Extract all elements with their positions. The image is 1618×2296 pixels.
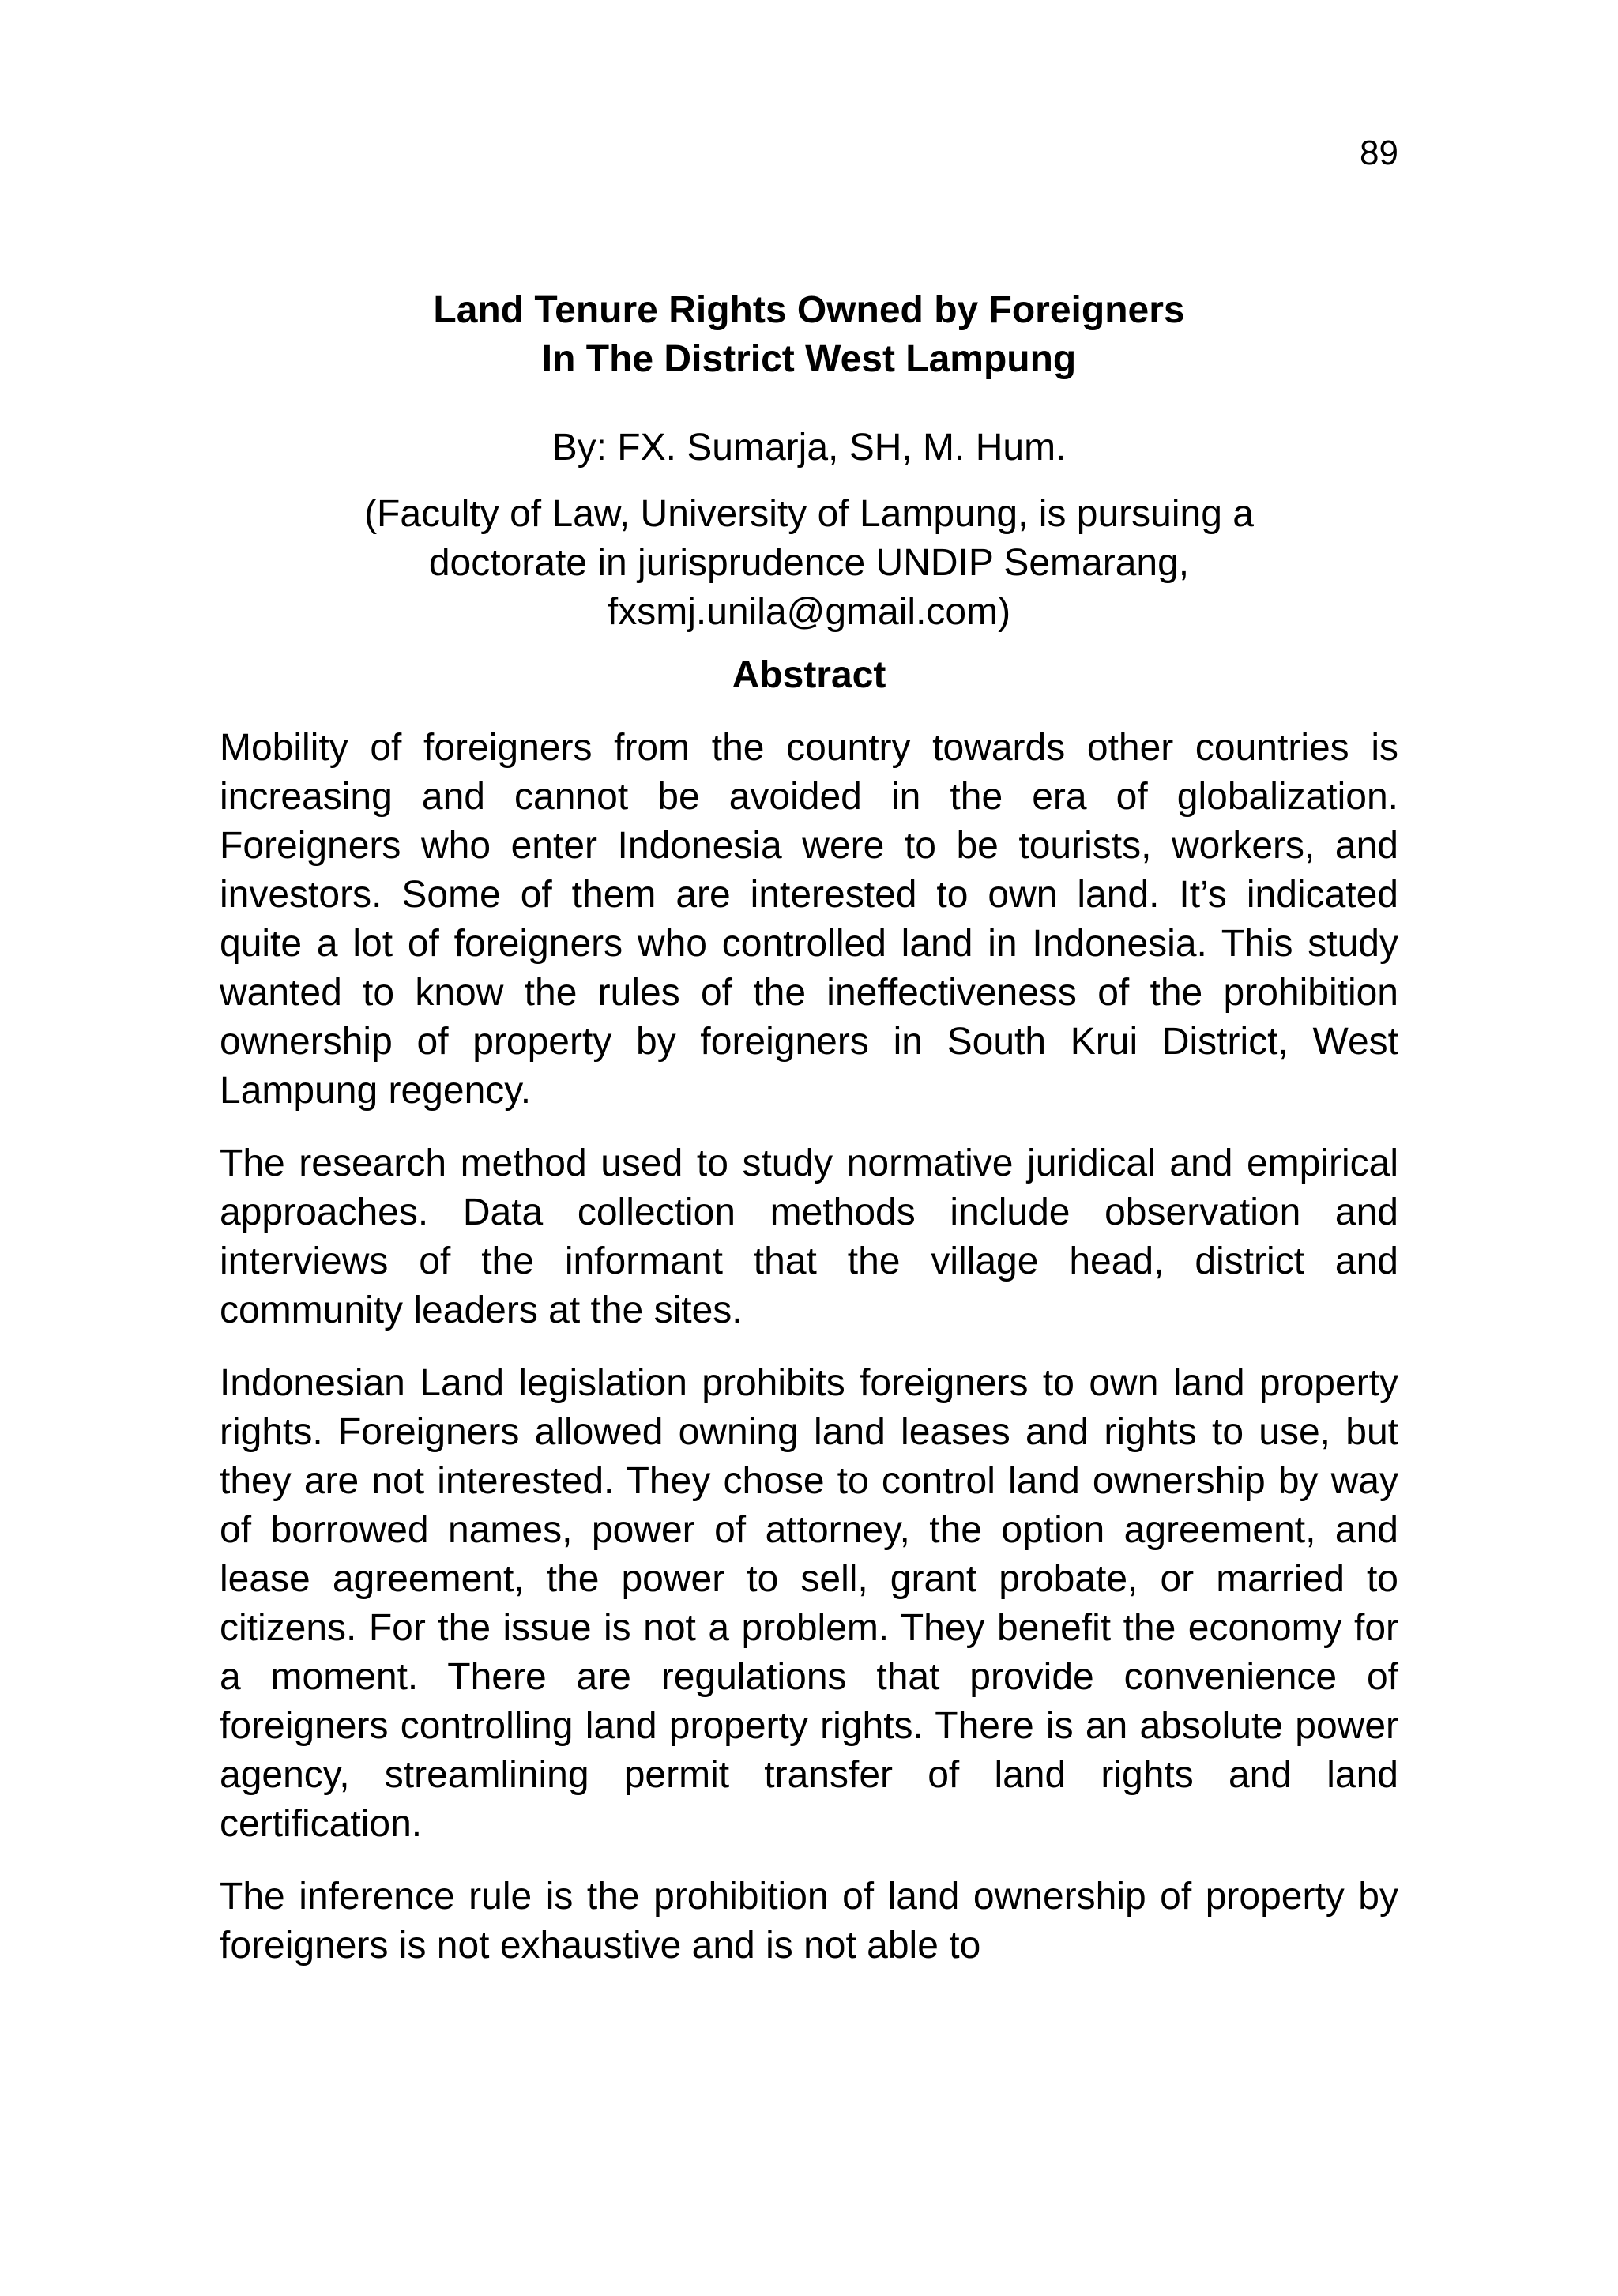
- page-number: 89: [1360, 134, 1398, 172]
- abstract-paragraph-1: Mobility of foreigners from the country towards other countries is increasing and cannot be avoided in the era of globalization. Foreigners who enter Indonesia were to be tourists, workers, and investors. Some of them are interested to own land. It’s indicated quite a lot of foreigners who controlled land in Indonesia. This study wanted to know the rules of the ineffectiveness of the prohibition ownership of property by foreigners in South Krui District, West Lampung regency.: [220, 727, 1398, 1112]
- paper-content: [220, 286, 1398, 1970]
- abstract-heading: Abstract: [732, 654, 886, 696]
- title-line-1: Land Tenure Rights Owned by Foreigners: [433, 289, 1185, 331]
- author-byline: By: FX. Sumarja, SH, M. Hum.: [551, 427, 1067, 469]
- affiliation-line-3: fxsmj.unila@gmail.com): [607, 591, 1011, 633]
- abstract-paragraph-2: The research method used to study normative juridical and empirical approaches. Data collection methods include observation and interviews of the informant that the village head, district and community leaders at the sites.: [220, 1142, 1398, 1331]
- title-line-2: In The District West Lampung: [541, 338, 1077, 380]
- abstract-paragraph-3: Indonesian Land legislation prohibits foreigners to own land property rights. Foreigners allowed owning land leases and rights to use, but they are not interested. They chose to control land ownership by way of borrowed names, power of attorney, the option agreement, and lease agreement, the power to sell, grant probate, or married to citizens. For the issue is not a problem. They benefit the economy for a moment. There are regulations that provide convenience of foreigners controlling land property rights. There is an absolute power agency, streamlining permit transfer of land rights and land certification.: [220, 1362, 1398, 1845]
- affiliation-line-2: doctorate in jurisprudence UNDIP Semarang,: [428, 542, 1190, 584]
- abstract-paragraph-4: The inference rule is the prohibition of land ownership of property by foreigners is not exhaustive and is not able to: [220, 1876, 1398, 1967]
- paper-title: [220, 286, 1398, 384]
- affiliation-line-1: (Faculty of Law, University of Lampung, is pursuing a: [364, 493, 1254, 535]
- author-affiliation: [220, 490, 1398, 637]
